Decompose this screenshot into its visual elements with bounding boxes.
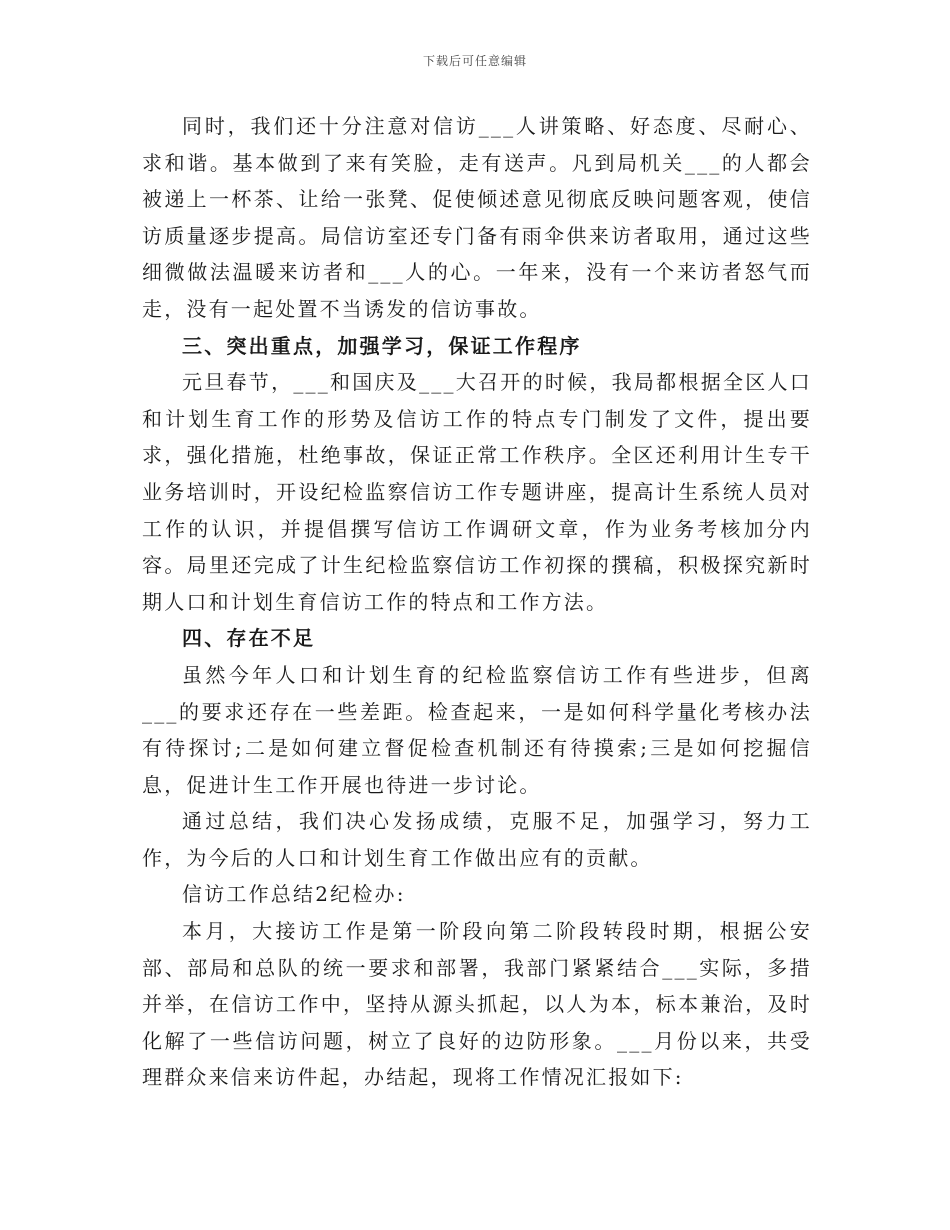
paragraph-holiday-work: 元旦春节，___和国庆及___大召开的时候，我局都根据全区人口和计划生育工作的形势及信访工作的特点专门制发了文件，提出要求，强化措施，杜绝事故，保证正常工作秩序。全区还利用计生专干业务培训时，开设纪检监察信访工作专题讲座，提高计生系统人员对工作的认识，并提倡撰写信访工作调研文章，作为业务考核加分内容。局里还完成了计生纪检监察信访工作初探的撰稿，积极探究新时期人口和计划生育信访工作的特点和工作方法。 [142,370,812,614]
page-header: 下载后可任意编辑 [422,54,527,68]
section-heading-4: 四、存在不足 [182,626,316,651]
paragraph-summary-2-title: 信访工作总结2纪检办: [182,882,406,907]
section-heading-3: 三、突出重点，加强学习，保证工作程序 [182,333,582,358]
paragraph-conclusion: 通过总结，我们决心发扬成绩，克服不足，加强学习，努力工作，为今后的人口和计划生育工作做出应有的贡献。 [142,809,812,870]
paragraph-monthly-report: 本月，大接访工作是第一阶段向第二阶段转段时期，根据公安部、部局和总队的统一要求和部署，我部门紧紧结合___实际，多措并举，在信访工作中，坚持从源头抓起，以人为本，标本兼治，及时化解了一些信访问题，树立了良好的边防形象。___月份以来，共受理群众来信来访件起，办结起，现将工作情况汇报如下: [142,919,812,1090]
paragraph-shortcomings: 虽然今年人口和计划生育的纪检监察信访工作有些进步，但离___的要求还存在一些差距。检查起来，一是如何科学量化考核办法有待探讨;二是如何建立督促检查机制还有待摸索;三是如何挖掘信息，促进计生工作开展也待进一步讨论。 [142,662,812,797]
paragraph-reception-attitude: 同时，我们还十分注意对信访___人讲策略、好态度、尽耐心、求和谐。基本做到了来有笑脸，走有送声。凡到局机关___的人都会被递上一杯茶、让给一张凳、促使倾述意见彻底反映问题客观，使信访质量逐步提高。局信访室还专门备有雨伞供来访者取用，通过这些细微做法温暖来访者和___人的心。一年来，没有一个来访者怒气而走，没有一起处置不当诱发的信访事故。 [142,114,812,321]
document-body [142,108,812,1096]
